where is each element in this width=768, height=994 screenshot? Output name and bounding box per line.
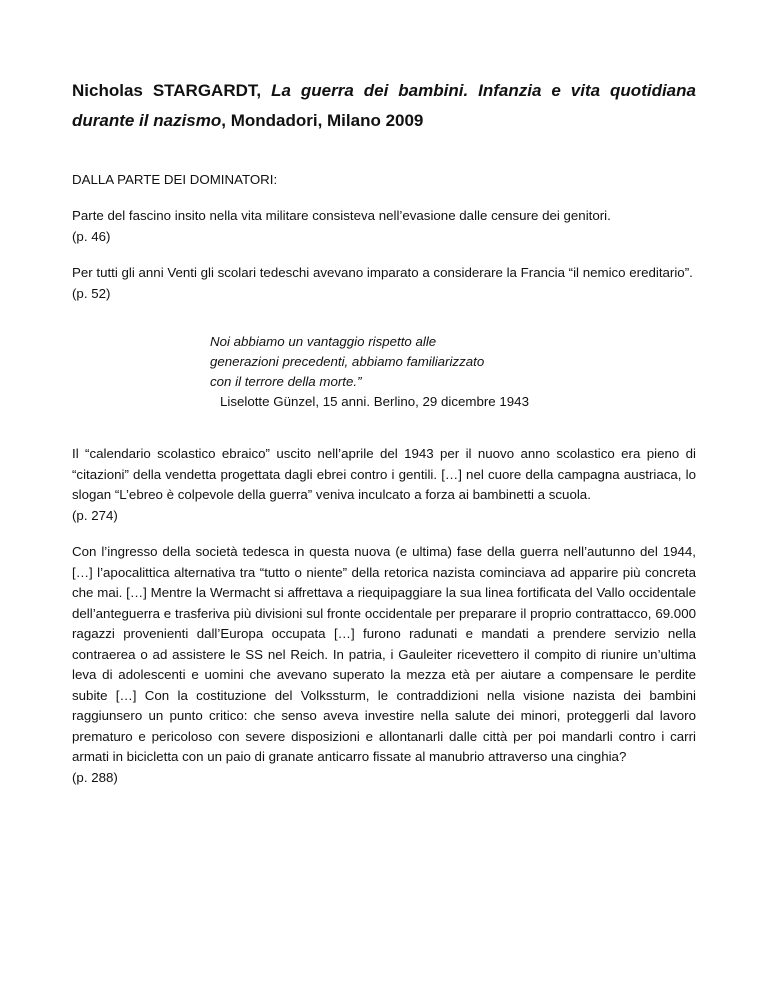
- page-reference: (p. 46): [72, 228, 111, 244]
- page-reference: (p. 288): [72, 769, 118, 785]
- excerpt-text: Il “calendario scolastico ebraico” uscito nell’aprile del 1943 per il nuovo anno scolastico era pieno di “citazioni” della vendetta progettata dagli ebrei contro i gentili. […] nel cuore della campagna austriaca, lo slogan “L’ebreo è colpevole della guerra” veniva inculcato a forza ai bambinetti a scuola.: [72, 446, 696, 502]
- quote-line: generazioni precedenti, abbiamo familiarizzato: [210, 354, 485, 369]
- quote-line: con il terrore della morte.”: [210, 374, 362, 389]
- excerpt-paragraph: [72, 542, 696, 788]
- title-publisher: , Mondadori, Milano 2009: [221, 111, 424, 130]
- page-reference: (p. 52): [72, 285, 111, 301]
- excerpt-text: Parte del fascino insito nella vita militare consisteva nell’evasione dalle censure dei genitori.: [72, 208, 611, 223]
- quote-text: [210, 332, 528, 392]
- excerpt-text: Per tutti gli anni Venti gli scolari tedeschi avevano imparato a considerare la Francia “il nemico ereditario”.: [72, 265, 693, 280]
- quote-line: Noi abbiamo un vantaggio rispetto alle: [210, 334, 437, 349]
- title-book: La guerra dei bambini. Infanzia e vita quotidiana durante il nazismo: [72, 81, 696, 130]
- block-quote: [72, 332, 528, 412]
- section-heading: DALLA PARTE DEI DOMINATORI:: [72, 172, 278, 187]
- excerpt-paragraph: [72, 263, 696, 304]
- excerpt-paragraph: [72, 444, 696, 526]
- title-author: Nicholas STARGARDT,: [72, 81, 262, 100]
- excerpt-text: Con l’ingresso della società tedesca in questa nuova (e ultima) fase della guerra nell’autunno del 1944, […] l’apocalittica alternativa tra “tutto o niente” della retorica nazista cominciava ad apparire più concreta che mai. […] Mentre la Wermacht si affrettava a riequipaggiare la sua linea fortificata del Vallo occidentale dell’anteguerra e trasferiva più divisioni sul fronte occidentale per preparare il proprio contrattacco, 69.000 ragazzi provenienti dall’Europa occupata […] furono radunati e mandati a prendere servizio nella contraerea o ad assistere le SS nel Reich. In patria, i Gauleiter ricevettero il compito di riunire un’ultima leva di adolescenti e uomini che avevano superato la mezza età per aiutare a compensare le perdite subite […] Con la costituzione del Volkssturm, le contraddizioni nella visione nazista dei bambini raggiunsero un punto critico: che senso aveva investire nella salute dei minori, proteggerli dal lavoro prematuro e pericoloso con severe disposizioni e allontanarli dalle città per poi mandarli contro i carri armati in bicicletta con un paio di granate anticarro fissate al manubrio attraverso una cinghia?: [72, 544, 696, 764]
- page-reference: (p. 274): [72, 507, 118, 523]
- quote-attribution: Liselotte Günzel, 15 anni. Berlino, 29 dicembre 1943: [220, 394, 529, 409]
- document-title: [72, 76, 696, 136]
- excerpt-paragraph: [72, 206, 696, 247]
- document-page: [72, 76, 696, 804]
